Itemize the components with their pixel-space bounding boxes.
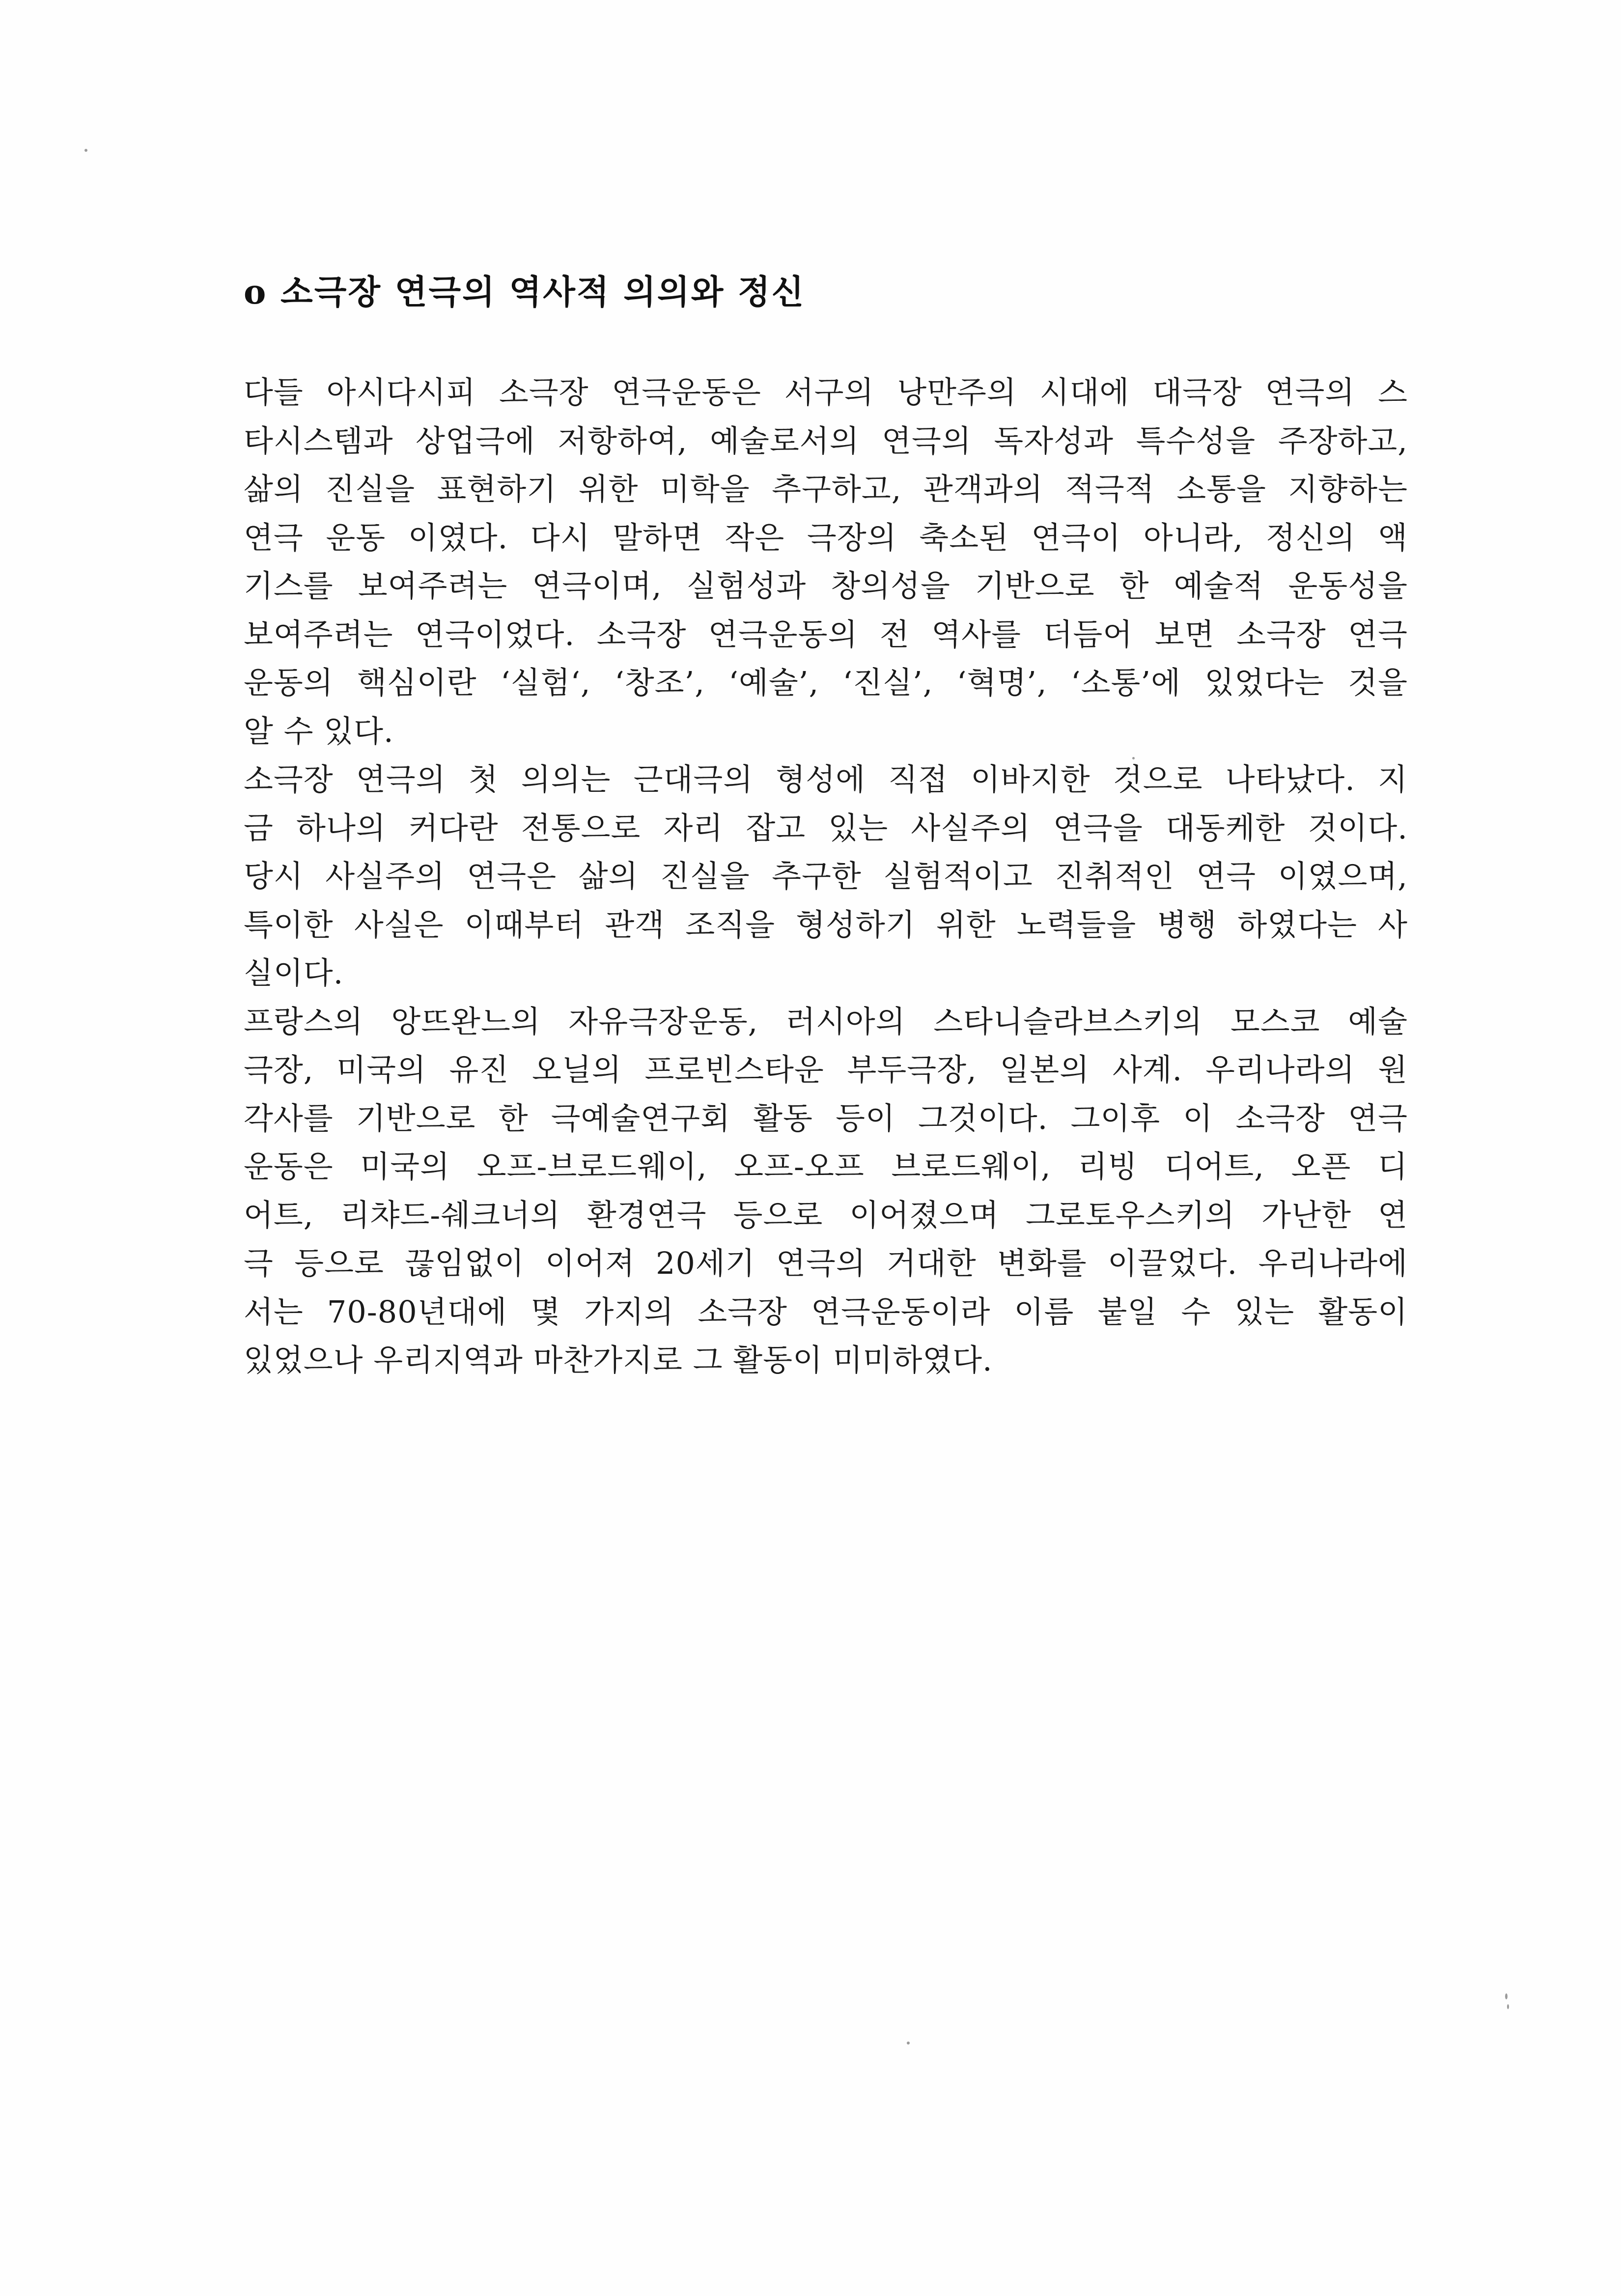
text-line: 삶의 진실을 표현하기 위한 미학을 추구하고, 관객과의 적극적 소통을 지향하는 [244,471,1408,507]
scan-speck [1132,757,1135,759]
text-line: 극장, 미국의 유진 오닐의 프로빈스타운 부두극장, 일본의 사계. 우리나라의 원 [244,1052,1408,1088]
scan-speck [907,2042,910,2044]
text-line: 어트, 리챠드-쉐크너의 환경연극 등으로 이어졌으며 그로토우스키의 가난한 연 [244,1197,1408,1233]
scan-speck [84,149,87,152]
text-line: 다들 아시다시피 소극장 연극운동은 서구의 낭만주의 시대에 대극장 연극의 스 [244,374,1408,410]
scan-speck [1505,1993,1508,1999]
text-line: 극 등으로 끊임없이 이어져 20세기 연극의 거대한 변화를 이끌었다. 우리나라에 [244,1245,1408,1281]
text-line: 소극장 연극의 첫 의의는 근대극의 형성에 직접 이바지한 것으로 나타났다. 지 [244,761,1408,797]
text-line: 타시스템과 상업극에 저항하여, 예술로서의 연극의 독자성과 특수성을 주장하고, [244,422,1408,459]
scan-speck [1507,2004,1509,2009]
text-line: 서는 70-80년대에 몇 가지의 소극장 연극운동이라 이름 붙일 수 있는 활동이 [244,1293,1408,1330]
text-line: 보여주려는 연극이었다. 소극장 연극운동의 전 역사를 더듬어 보면 소극장 연극 [244,616,1408,652]
text-line: 운동은 미국의 오프-브로드웨이, 오프-오프 브로드웨이, 리빙 디어트, 오픈 디 [244,1148,1408,1184]
paragraph [244,756,1408,998]
text-line: 있었으나 우리지역과 마찬가지로 그 활동이 미미하였다. [244,1342,993,1378]
text-line: 각사를 기반으로 한 극예술연구회 활동 등이 그것이다. 그이후 이 소극장 연극 [244,1100,1408,1136]
text-line: 실이다. [244,955,344,991]
body-text [244,368,1408,1385]
paragraph [244,998,1408,1385]
paragraph [244,368,1408,756]
text-line: 프랑스의 앙뜨완느의 자유극장운동, 러시아의 스타니슬라브스키의 모스코 예술 [244,1003,1408,1039]
text-line: 알 수 있다. [244,713,394,749]
text-line: 연극 운동 이였다. 다시 말하면 작은 극장의 축소된 연극이 아니라, 정신의 액 [244,519,1408,556]
text-line: 당시 사실주의 연극은 삶의 진실을 추구한 실험적이고 진취적인 연극 이였으며, [244,858,1408,894]
text-line: 특이한 사실은 이때부터 관객 조직을 형성하기 위한 노력들을 병행 하였다는 사 [244,906,1408,943]
section-heading: o 소극장 연극의 역사적 의의와 정신 [244,273,806,312]
text-line: 금 하나의 커다란 전통으로 자리 잡고 있는 사실주의 연극을 대동케한 것이다. [244,810,1408,846]
text-line: 운동의 핵심이란 ‘실험‘, ‘창조’, ‘예술’, ‘진실’, ‘혁명’, ‘소통’에 있었다는 것을 [244,665,1408,700]
text-line: 기스를 보여주려는 연극이며, 실험성과 창의성을 기반으로 한 예술적 운동성을 [244,568,1408,604]
